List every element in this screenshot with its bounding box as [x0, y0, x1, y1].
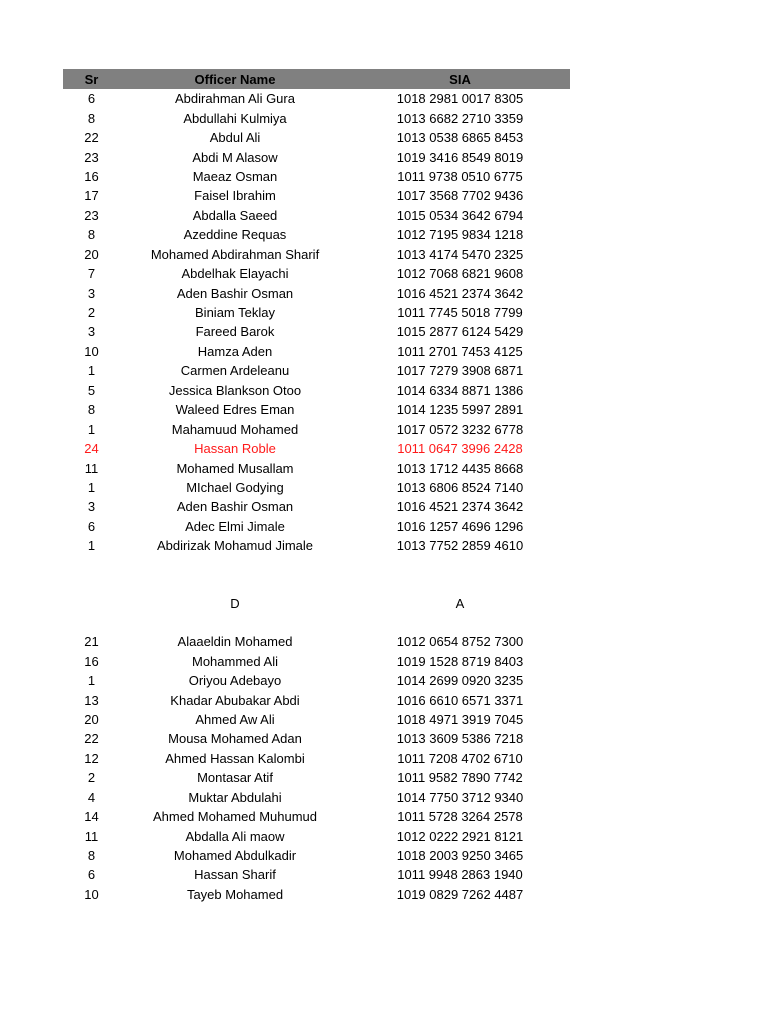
- cell-sia: 1013 4174 5470 2325: [396, 246, 524, 262]
- cell-sia: 1019 1528 8719 8403: [396, 653, 524, 669]
- cell-sr: 2: [87, 770, 96, 786]
- cell-sia: 1013 0538 6865 8453: [396, 130, 524, 146]
- table-row: [63, 342, 570, 361]
- table-row: [63, 807, 570, 826]
- cell-sr: 7: [87, 266, 96, 282]
- table-row: [63, 186, 570, 205]
- cell-sia: 1013 3609 5386 7218: [396, 731, 524, 747]
- cell-officer-name: Ahmed Aw Ali: [195, 711, 275, 727]
- officer-table: [63, 69, 570, 556]
- table-row: [63, 303, 570, 322]
- cell-sia: 1016 4521 2374 3642: [396, 499, 524, 515]
- cell-sia: 1016 1257 4696 1296: [396, 518, 524, 534]
- table-row: [63, 497, 570, 516]
- cell-officer-name: Abdirahman Ali Gura: [175, 91, 295, 107]
- cell-sr: 22: [84, 731, 99, 747]
- cell-officer-name: Carmen Ardeleanu: [180, 363, 290, 379]
- cell-officer-name: Aden Bashir Osman: [176, 285, 294, 301]
- cell-officer-name: Hassan Sharif: [194, 867, 276, 883]
- cell-officer-name: Mousa Mohamed Adan: [168, 731, 302, 747]
- cell-sr: 20: [84, 246, 99, 262]
- cell-sr: 2: [87, 305, 96, 321]
- table-row: [63, 826, 570, 845]
- table-row: [63, 865, 570, 884]
- cell-sr: 3: [87, 324, 96, 340]
- cell-sr: 3: [87, 285, 96, 301]
- cell-sr: 20: [84, 711, 99, 727]
- cell-officer-name: Fareed Barok: [195, 324, 275, 340]
- cell-sia: 1014 2699 0920 3235: [396, 673, 524, 689]
- cell-officer-name: Adec Elmi Jimale: [185, 518, 285, 534]
- cell-sr: 10: [84, 886, 99, 902]
- cell-officer-name: Hamza Aden: [197, 343, 273, 359]
- cell-officer-name: Faisel Ibrahim: [194, 188, 276, 204]
- table-row: [63, 419, 570, 438]
- table-row: [63, 768, 570, 787]
- cell-sr: 6: [87, 518, 96, 534]
- cell-sia: 1011 9582 7890 7742: [397, 770, 523, 786]
- cell-sr: 13: [84, 692, 99, 708]
- table-row: [63, 729, 570, 748]
- cell-sia: 1019 0829 7262 4487: [396, 886, 524, 902]
- cell-officer-name: Muktar Abdulahi: [188, 789, 282, 805]
- cell-officer-name: Alaaeldin Mohamed: [177, 634, 293, 650]
- table-row: [63, 167, 570, 186]
- table-row: [63, 671, 570, 690]
- table-row: [63, 245, 570, 264]
- table-row: [63, 439, 570, 458]
- cell-sia: 1012 0654 8752 7300: [396, 634, 524, 650]
- cell-officer-name: Azeddine Requas: [183, 227, 287, 243]
- table-row: [63, 478, 570, 497]
- cell-officer-name: Abdalla Ali maow: [185, 828, 285, 844]
- table-row: [63, 264, 570, 283]
- cell-sr: 4: [87, 789, 96, 805]
- cell-sr: 24: [84, 441, 99, 457]
- cell-sr: 12: [84, 750, 99, 766]
- table-header: [63, 69, 570, 89]
- cell-officer-name: Abdelhak Elayachi: [181, 266, 289, 282]
- cell-sia: 1015 0534 3642 6794: [396, 207, 524, 223]
- table-row: [63, 788, 570, 807]
- cell-sia: 1011 7745 5018 7799: [397, 305, 523, 321]
- subheader-a: A: [455, 596, 465, 611]
- table-row: [63, 536, 570, 555]
- header-sr: Sr: [84, 71, 99, 87]
- table-body-2: [63, 632, 570, 904]
- cell-officer-name: Mohammed Ali: [192, 653, 278, 669]
- cell-officer-name: Waleed Edres Eman: [175, 402, 295, 418]
- table-row: [63, 89, 570, 108]
- cell-sr: 1: [87, 479, 96, 495]
- cell-sr: 8: [87, 848, 96, 864]
- table-row: [63, 690, 570, 709]
- cell-officer-name: Hassan Roble: [194, 441, 276, 457]
- cell-sia: 1011 0647 3996 2428: [397, 441, 523, 457]
- cell-sia: 1011 9738 0510 6775: [397, 168, 523, 184]
- cell-sr: 11: [84, 828, 99, 844]
- table-row: [63, 749, 570, 768]
- table-row: [63, 128, 570, 147]
- table-row: [63, 322, 570, 341]
- cell-sr: 1: [87, 538, 96, 554]
- cell-sia: 1011 5728 3264 2578: [397, 809, 523, 825]
- cell-sia: 1017 0572 3232 6778: [396, 421, 524, 437]
- table-row: [63, 361, 570, 380]
- cell-sr: 8: [87, 227, 96, 243]
- cell-officer-name: Mohamed Abdulkadir: [173, 848, 297, 864]
- cell-sr: 11: [84, 460, 99, 476]
- table-row: [63, 381, 570, 400]
- table-body: [63, 89, 570, 556]
- cell-sr: 10: [84, 343, 99, 359]
- cell-sia: 1013 1712 4435 8668: [396, 460, 524, 476]
- cell-officer-name: Ahmed Mohamed Muhumud: [152, 809, 318, 825]
- cell-sr: 1: [87, 363, 96, 379]
- cell-sr: 16: [84, 653, 99, 669]
- cell-sia: 1016 6610 6571 3371: [396, 692, 524, 708]
- cell-officer-name: Biniam Teklay: [195, 305, 275, 321]
- cell-officer-name: Oriyou Adebayo: [188, 673, 282, 689]
- cell-sia: 1015 2877 6124 5429: [396, 324, 524, 340]
- cell-sia: 1014 1235 5997 2891: [396, 402, 524, 418]
- cell-sr: 23: [84, 207, 99, 223]
- cell-sr: 23: [84, 149, 99, 165]
- cell-sia: 1017 7279 3908 6871: [396, 363, 524, 379]
- cell-officer-name: Abdalla Saeed: [192, 207, 278, 223]
- cell-sia: 1011 2701 7453 4125: [397, 343, 523, 359]
- cell-officer-name: Abdullahi Kulmiya: [183, 110, 287, 126]
- cell-officer-name: Maeaz Osman: [192, 168, 278, 184]
- cell-sia: 1017 3568 7702 9436: [396, 188, 524, 204]
- table-row: [63, 147, 570, 166]
- table-row: [63, 710, 570, 729]
- subheader-d: D: [230, 596, 240, 611]
- cell-officer-name: Khadar Abubakar Abdi: [170, 692, 300, 708]
- cell-sr: 22: [84, 130, 99, 146]
- cell-officer-name: Abdirizak Mohamud Jimale: [156, 538, 314, 554]
- cell-sia: 1012 7068 6821 9608: [396, 266, 524, 282]
- cell-sr: 8: [87, 110, 96, 126]
- cell-sia: 1013 7752 2859 4610: [396, 538, 524, 554]
- table-row: [63, 206, 570, 225]
- cell-sia: 1013 6682 2710 3359: [396, 110, 524, 126]
- cell-officer-name: Jessica Blankson Otoo: [168, 382, 302, 398]
- cell-officer-name: Ahmed Hassan Kalombi: [165, 750, 305, 766]
- table-row: [63, 885, 570, 904]
- cell-sr: 1: [87, 673, 96, 689]
- cell-sr: 5: [87, 382, 96, 398]
- table-row: [63, 517, 570, 536]
- header-officer-name: Officer Name: [194, 71, 276, 87]
- cell-sia: 1018 2003 9250 3465: [396, 848, 524, 864]
- cell-sia: 1016 4521 2374 3642: [396, 285, 524, 301]
- cell-sia: 1018 2981 0017 8305: [396, 91, 524, 107]
- cell-officer-name: Montasar Atif: [197, 770, 273, 786]
- cell-sr: 14: [84, 809, 99, 825]
- cell-sia: 1019 3416 8549 8019: [396, 149, 524, 165]
- cell-officer-name: Mohamed Musallam: [176, 460, 294, 476]
- cell-sia: 1012 0222 2921 8121: [396, 828, 524, 844]
- cell-officer-name: Tayeb Mohamed: [186, 886, 284, 902]
- table-row: [63, 108, 570, 127]
- cell-officer-name: Mahamuud Mohamed: [171, 421, 299, 437]
- cell-sia: 1014 6334 8871 1386: [396, 382, 524, 398]
- cell-sr: 16: [84, 168, 99, 184]
- cell-sr: 1: [87, 421, 96, 437]
- table-row: [63, 846, 570, 865]
- cell-sr: 8: [87, 402, 96, 418]
- cell-officer-name: MIchael Godying: [186, 479, 284, 495]
- cell-sr: 6: [87, 867, 96, 883]
- table-row: [63, 458, 570, 477]
- cell-officer-name: Mohamed Abdirahman Sharif: [150, 246, 320, 262]
- cell-sr: 17: [84, 188, 99, 204]
- cell-officer-name: Abdul Ali: [209, 130, 261, 146]
- table-row: [63, 400, 570, 419]
- cell-officer-name: Aden Bashir Osman: [176, 499, 294, 515]
- cell-sr: 21: [84, 634, 99, 650]
- cell-sia: 1012 7195 9834 1218: [396, 227, 524, 243]
- cell-sia: 1013 6806 8524 7140: [396, 479, 524, 495]
- table-row: [63, 225, 570, 244]
- table-row: [63, 651, 570, 670]
- subheader-row: [63, 594, 570, 613]
- cell-officer-name: Abdi M Alasow: [192, 149, 278, 165]
- table-row: [63, 283, 570, 302]
- table-row: [63, 632, 570, 651]
- cell-sia: 1011 7208 4702 6710: [397, 750, 523, 766]
- officer-table-2: [63, 632, 570, 904]
- cell-sia: 1014 7750 3712 9340: [396, 789, 524, 805]
- header-sia: SIA: [449, 71, 471, 87]
- cell-sr: 6: [87, 91, 96, 107]
- cell-sia: 1011 9948 2863 1940: [397, 867, 523, 883]
- cell-sr: 3: [87, 499, 96, 515]
- cell-sia: 1018 4971 3919 7045: [396, 711, 524, 727]
